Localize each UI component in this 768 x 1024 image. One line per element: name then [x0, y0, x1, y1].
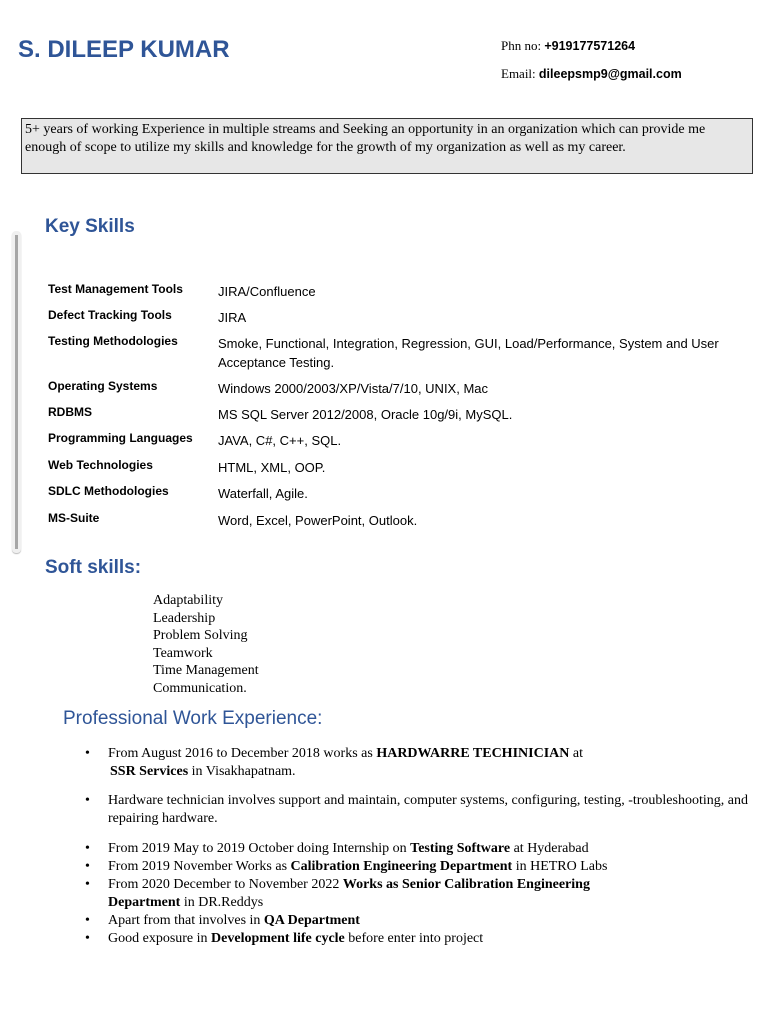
experience-item: [85, 745, 755, 781]
text-run: at: [569, 746, 583, 761]
soft-skill-item: Problem Solving: [153, 628, 248, 643]
text-run: From August 2016 to December 2018 works as: [108, 746, 377, 761]
skill-label: Defect Tracking Tools: [48, 308, 172, 322]
skill-label: Web Technologies: [48, 458, 153, 472]
skill-value: JIRA: [218, 310, 247, 325]
experience-list-2: [85, 792, 755, 828]
text-run: From 2019 May to 2019 October doing Internship on: [108, 841, 411, 856]
text-run: in DR.Reddys: [180, 895, 264, 910]
text-run: From 2020 December to November 2022: [108, 877, 343, 892]
phone-label: Phn no:: [501, 38, 545, 53]
skill-label: MS-Suite: [48, 511, 100, 525]
skill-value: Word, Excel, PowerPoint, Outlook.: [218, 513, 418, 528]
bold-run: Development life cycle: [211, 931, 345, 946]
phone-value: +919177571264: [544, 39, 636, 53]
bold-run: QA Department: [263, 913, 360, 928]
soft-skill-item: Communication.: [153, 680, 247, 696]
text-run: From 2019 November Works as: [108, 859, 291, 874]
experience-item: [85, 858, 755, 876]
skill-label: RDBMS: [48, 405, 92, 419]
text-run: Hardware technician involves support and maintain, computer systems, configuring, testing, -troubleshooting, and repairing hardware.: [108, 793, 748, 826]
text-run: in Visakhapatnam.: [188, 764, 296, 779]
email-line: [501, 66, 682, 82]
text-run: Good exposure in: [108, 931, 212, 946]
email-value: dileepsmp9@gmail.com: [538, 67, 682, 81]
skill-value: JIRA/Confluence: [218, 284, 316, 299]
bold-run: HARDWARRE TECHINICIAN: [376, 746, 570, 761]
experience-item: [85, 912, 755, 930]
text-run: Apart from that involves in: [108, 913, 264, 928]
experience-heading: Professional Work Experience:: [63, 708, 323, 729]
skill-value: Windows 2000/2003/XP/Vista/7/10, UNIX, Mac: [218, 381, 489, 396]
skill-value: HTML, XML, OOP.: [218, 460, 326, 475]
experience-item: [85, 792, 755, 828]
skill-value: JAVA, C#, C++, SQL.: [218, 433, 342, 448]
soft-skills-heading: Soft skills:: [45, 557, 142, 578]
key-skills-heading: Key Skills: [45, 216, 135, 237]
candidate-name: S. DILEEP KUMAR: [18, 36, 230, 63]
bold-run: Calibration Engineering Department: [290, 859, 513, 874]
bold-run: Testing Software: [410, 841, 511, 856]
text-run: before enter into project: [344, 931, 484, 946]
skill-value: MS SQL Server 2012/2008, Oracle 10g/9i, MySQL.: [218, 407, 513, 422]
email-label: Email:: [501, 66, 539, 81]
experience-list-3: [85, 840, 755, 948]
soft-skill-item: Leadership: [153, 610, 216, 626]
text-run: in HETRO Labs: [512, 859, 608, 874]
soft-skills-list: [153, 592, 259, 697]
skill-label: Testing Methodologies: [48, 334, 178, 348]
bold-run: SSR Services: [110, 764, 189, 779]
soft-skill-item: Teamwork: [153, 645, 213, 661]
skill-label: SDLC Methodologies: [48, 484, 169, 498]
skill-label: Operating Systems: [48, 379, 158, 393]
skill-value: Smoke, Functional, Integration, Regression, GUI, Load/Performance, System and User Acceptance Testing.: [218, 336, 719, 370]
summary-box: 5+ years of working Experience in multiple streams and Seeking an opportunity in an organization which can provide me enough of scope to utilize my skills and knowledge for the growth of my organization as well as my career.: [21, 118, 753, 174]
side-accent-bar-inner: [15, 235, 18, 549]
soft-skill-item: Adaptability: [153, 593, 223, 608]
bold-run: Works as Senior Calibration Engineering Department: [108, 877, 590, 910]
soft-skill-item: Time Management: [153, 663, 259, 678]
skill-value: Waterfall, Agile.: [218, 486, 308, 501]
side-accent-bar: [12, 231, 21, 553]
text-run: at Hyderabad: [510, 841, 589, 856]
experience-list-1: [85, 745, 755, 781]
skill-label: Test Management Tools: [48, 282, 183, 296]
phone-line: [501, 38, 635, 54]
skill-label: Programming Languages: [48, 431, 193, 445]
experience-item: [85, 930, 755, 948]
experience-item: [85, 840, 755, 858]
experience-item: [85, 876, 628, 912]
